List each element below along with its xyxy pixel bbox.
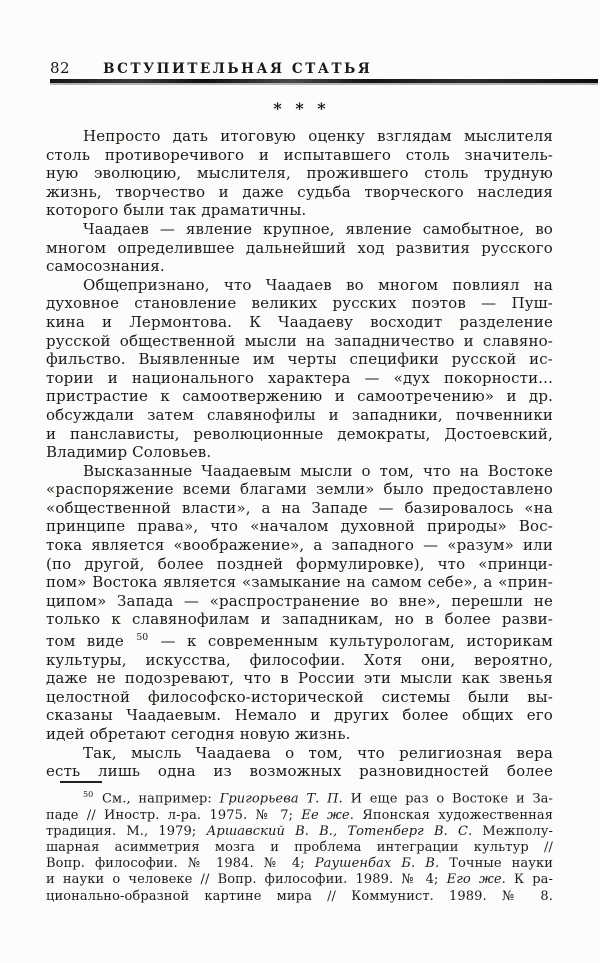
text-line: пристрастие к самоотвержению и самоотречению» и др. (46, 387, 553, 406)
text-line: том виде $^{50}$ — к современным культурологам, историкам (46, 632, 553, 651)
text-line: культуры, искусства, философии. Хотя они, вероятно, (46, 650, 553, 669)
header-rule (50, 79, 598, 83)
text-line: целостной философско-исторической системы были вы- (46, 687, 553, 706)
text-line: тории и национального характера — «дух покорности... (46, 368, 553, 387)
text-line: которого были так драматичны. (46, 201, 307, 220)
emphasized-text: Ее же. (301, 807, 354, 823)
text-line: духовное становление великих русских поэтов — Пуш- (46, 294, 553, 313)
emphasized-text: Григорьева Т. П. (219, 791, 343, 807)
text-line: самосознания. (46, 257, 165, 276)
emphasized-text: Аршавский В. В., Тотенберг В. С. (206, 823, 473, 839)
text-line: Владимир Соловьев. (46, 443, 212, 462)
section-separator: * * * (273, 99, 330, 118)
page-number: 82 (50, 59, 71, 77)
page-header (50, 59, 598, 77)
text-line: только к славянофилам и западникам, но в более разви- (46, 610, 553, 629)
text-line: принципе права», что «началом духовной природы» Вос- (46, 517, 553, 536)
text-line: даже не подозревают, что в России эти мысли как звенья (46, 669, 553, 688)
footnote-text (46, 787, 553, 905)
text-line: кина и Лермонтова. К Чаадаеву восходит разделение (46, 312, 553, 331)
text-line: и панслависты, революционные демократы, Достоевский, (46, 424, 553, 443)
footnote-line: $^{50}$ См., например: Григорьева Т. П. И еще раз о Востоке и За- (83, 790, 553, 807)
footnote-reference: 50 (83, 790, 94, 799)
text-line: тока является «воображение», а западного — «разум» или (46, 536, 553, 555)
text-line: «распоряжение всеми благами земли» было предоставлено (46, 480, 553, 499)
text-line: Общепризнано, что Чаадаев во многом повлиял на (83, 275, 553, 294)
text-line: есть лишь одна из возможных разновидностей более (46, 762, 553, 781)
footnote-line: традиция. М., 1979; Аршавский В. В., Тотенберг В. С. Межполу- (46, 823, 553, 839)
text-line: обсуждали затем славянофилы и западники, почвенники (46, 405, 553, 424)
text-line: ципом» Запада — «распространение во вне», перешли не (46, 591, 553, 610)
text-line: идей обретают сегодня новую жизнь. (46, 725, 351, 743)
text-line: ную эволюцию, мыслителя, прожившего столь трудную (46, 164, 553, 183)
text-line: Высказанные Чаадаевым мысли о том, что на Востоке (83, 461, 553, 480)
footnote-line: Вопр. философии. № 1984. № 4; Раушенбах Б. В. Точные науки (46, 856, 553, 872)
text-line: пом» Востока является «замыкание на самом себе», а «прин- (46, 573, 553, 592)
text-line: (по другой, более поздней формулировке), что «принци- (46, 554, 553, 573)
emphasized-text: Его же. (446, 872, 506, 888)
text-line: многом определившее дальнейший ход развития русского (46, 238, 553, 257)
footnote-separator (60, 781, 102, 783)
text-line: Чаадаев — явление крупное, явление самобытное, во (83, 219, 553, 238)
text-line: сказаны Чаадаевым. Немало и других более общих его (46, 706, 553, 725)
text-line: фильство. Выявленные им черты специфики русской ис- (46, 350, 553, 369)
body-text (46, 127, 553, 781)
emphasized-text: Раушенбах Б. В. (314, 856, 440, 872)
footnote-line: паде // Иностр. л-ра. 1975. № 7; Ее же. Японская художественная (46, 807, 553, 823)
footnote-line: ционально-образной картине мира // Коммунист. 1989. № 8. (46, 888, 553, 904)
text-line: Непросто дать итоговую оценку взглядам мыслителя (83, 127, 553, 145)
text-line: Так, мысль Чаадаева о том, что религиозная вера (83, 743, 553, 762)
text-line: жизнь, творчество и даже судьба творческого наследия (46, 182, 553, 201)
footnote-line: шарная асимметрия мозга и проблема интеграции культур // (46, 839, 553, 855)
footnote-reference: 50 (136, 632, 149, 644)
footnote-line: и науки о человеке // Вопр. философии. 1989. № 4; Его же. К ра- (46, 872, 554, 888)
text-line: русской общественной мысли на западничество и славяно- (46, 331, 553, 350)
text-line: столь противоречивого и испытавшего столь значитель- (46, 145, 553, 164)
text-line: «общественной власти», а на Западе — базировалось «на (46, 498, 553, 517)
running-title: ВСТУПИТЕЛЬНАЯ СТАТЬЯ (103, 61, 373, 77)
